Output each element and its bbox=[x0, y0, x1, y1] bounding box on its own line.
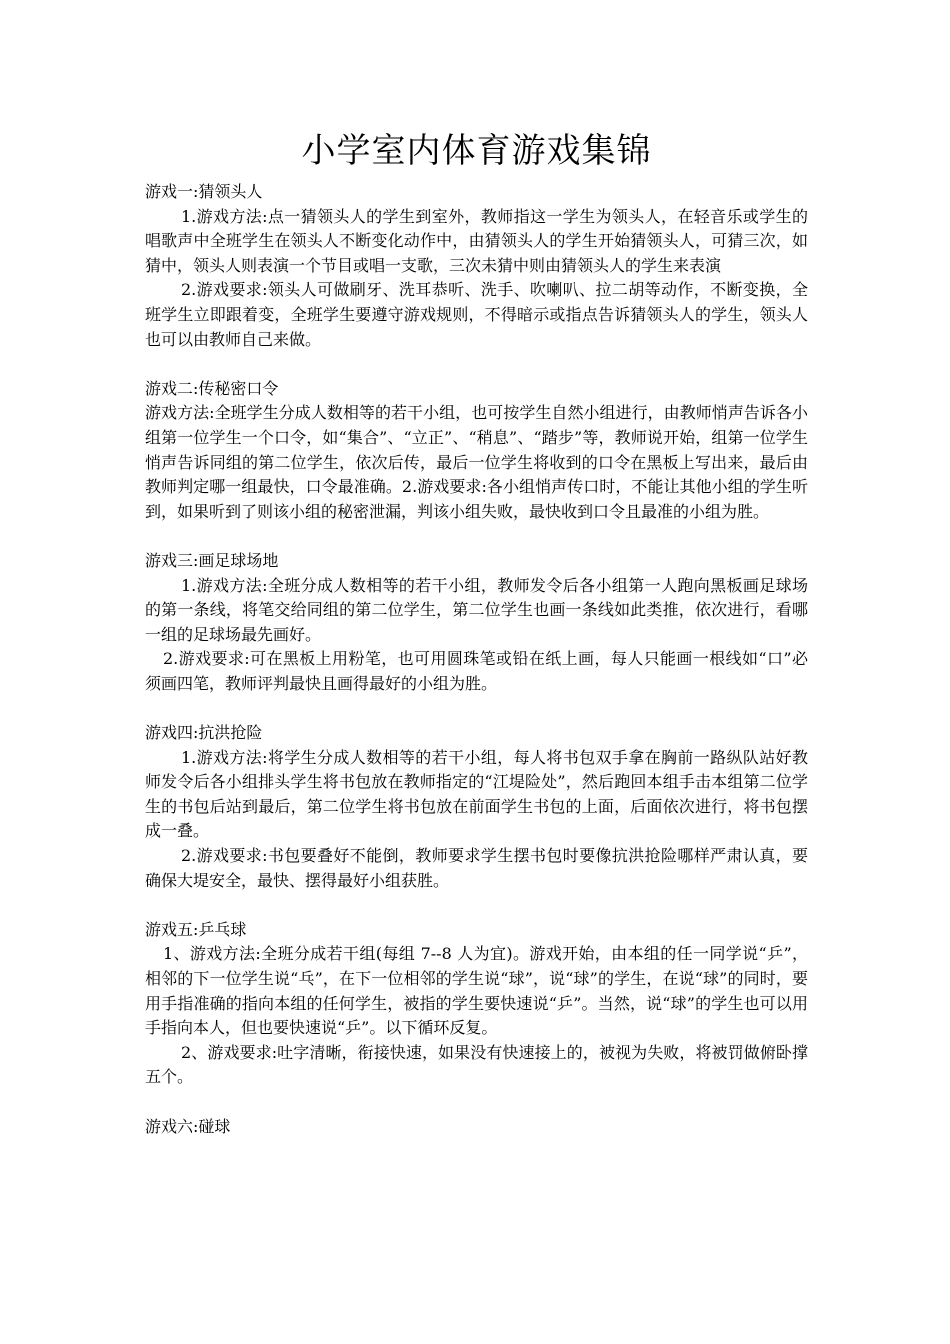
section-spacer bbox=[145, 1090, 808, 1115]
section-spacer bbox=[145, 524, 808, 549]
game-section bbox=[145, 1115, 808, 1140]
game-section bbox=[145, 549, 808, 697]
section-spacer bbox=[145, 893, 808, 918]
games-list bbox=[145, 180, 808, 1139]
game-section bbox=[145, 377, 808, 525]
game-paragraph: 1、游戏方法:全班分成若干组(每组 7--8 人为宜)。游戏开始，由本组的任一同学说“乒”，相邻的下一位学生说“乓”，在下一位相邻的学生说“球”，说“球”的学生，在说“球”的同时，要用手指准确的指向本组的任何学生，被指的学生要快速说“乒”。当然，说“球”的学生也可以用手指向本人，但也要快速说“乒”。以下循环反复。 bbox=[145, 944, 808, 1038]
game-paragraph: 1.游戏方法:全班分成人数相等的若干小组，教师发令后各小组第一人跑向黑板画足球场的第一条线，将笔交给同组的第二位学生，第二位学生也画一条线如此类推，依次进行，看哪一组的足球场最先画好。 bbox=[145, 575, 808, 644]
game-heading: 游戏三:画足球场地 bbox=[145, 550, 279, 570]
game-heading: 游戏六:碰球 bbox=[145, 1116, 231, 1136]
game-section bbox=[145, 180, 808, 352]
game-paragraph: 2.游戏要求:领头人可做刷牙、洗耳恭听、洗手、吹喇叭、拉二胡等动作，不断变换，全班学生立即跟着变，全班学生要遵守游戏规则，不得暗示或指点告诉猜领头人的学生，领头人也可以由教师自己来做。 bbox=[145, 280, 808, 349]
game-heading: 游戏一:猜领头人 bbox=[145, 182, 263, 201]
game-heading: 游戏二:传秘密口令 bbox=[145, 378, 279, 398]
game-section bbox=[145, 918, 808, 1090]
game-paragraph: 2.游戏要求:可在黑板上用粉笔，也可用圆珠笔或铅在纸上画，每人只能画一根线如“口”必须画四笔，教师评判最快且画得最好的小组为胜。 bbox=[145, 649, 808, 693]
game-heading: 游戏四:抗洪抢险 bbox=[145, 723, 263, 743]
document-page bbox=[145, 128, 808, 1139]
game-heading: 游戏五:乒乓球 bbox=[145, 919, 247, 939]
document-title: 小学室内体育游戏集锦 bbox=[301, 131, 652, 171]
section-spacer bbox=[145, 352, 808, 377]
game-paragraph: 1.游戏方法:将学生分成人数相等的若干小组，每人将书包双手拿在胸前一路纵队站好教师发令后各小组排头学生将书包放在教师指定的“江堤险处”，然后跑回本组手击本组第二位学生的书包后站到最后，第二位学生将书包放在前面学生书包的上面，后面依次进行，将书包摆成一叠。 bbox=[145, 747, 808, 841]
game-paragraph: 游戏方法:全班学生分成人数相等的若干小组，也可按学生自然小组进行，由教师悄声告诉各小组第一位学生一个口令，如“集合”、“立正”、“稍息”、“踏步”等，教师说开始，组第一位学生悄声告诉同组的第二位学生，依次后传，最后一位学生将收到的口令在黑板上写出来，最后由教师判定哪一组最快，口令最准确。2.游戏要求:各小组悄声传口时，不能让其他小组的学生听到，如果听到了则该小组的秘密泄漏，判该小组失败，最快收到口令且最准的小组为胜。 bbox=[145, 403, 808, 521]
section-spacer bbox=[145, 696, 808, 721]
game-paragraph: 2.游戏要求:书包要叠好不能倒，教师要求学生摆书包时要像抗洪抢险哪样严肃认真，要确保大堤安全，最快、摆得最好小组获胜。 bbox=[145, 846, 808, 890]
game-paragraph: 1.游戏方法:点一猜领头人的学生到室外，教师指这一学生为领头人，在轻音乐或学生的唱歌声中全班学生在领头人不断变化动作中，由猜领头人的学生开始猜领头人，可猜三次，如猜中，领头人则表演一个节目或唱一支歌，三次未猜中则由猜领头人的学生来表演 bbox=[145, 206, 808, 275]
game-paragraph: 2、游戏要求:吐字清晰，衔接快速，如果没有快速接上的，被视为失败，将被罚做俯卧撑五个。 bbox=[145, 1042, 808, 1087]
game-section bbox=[145, 721, 808, 893]
